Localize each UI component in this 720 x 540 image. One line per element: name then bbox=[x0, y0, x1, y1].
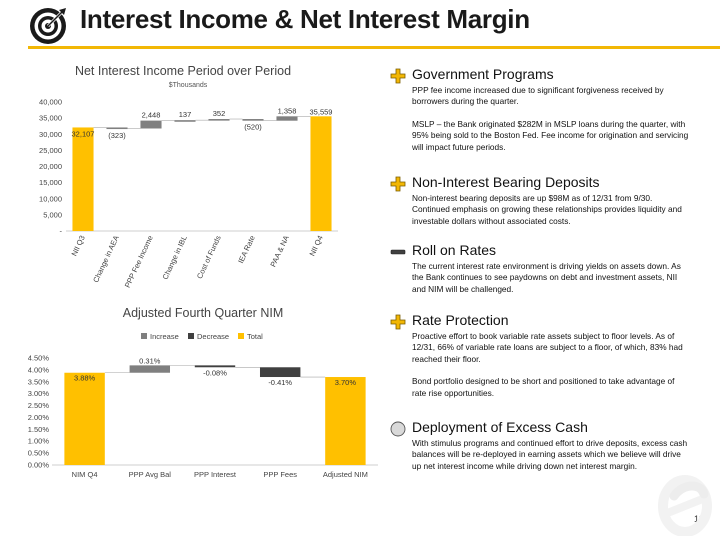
plus-icon bbox=[390, 314, 406, 330]
x-tick-label: Change in AEA bbox=[91, 234, 121, 284]
data-label: -0.41% bbox=[268, 378, 293, 388]
nii-waterfall-chart bbox=[28, 58, 348, 303]
target-logo-icon bbox=[28, 6, 68, 46]
bar bbox=[260, 367, 300, 377]
y-tick-label: 30,000 bbox=[39, 129, 62, 139]
bar bbox=[174, 120, 195, 122]
y-tick-label: 20,000 bbox=[39, 162, 62, 171]
y-tick-label: 4.00% bbox=[28, 365, 49, 375]
chart-title: Adjusted Fourth Quarter NIM bbox=[122, 306, 284, 320]
data-label: (323) bbox=[108, 131, 126, 141]
x-tick-label: PPP Fees bbox=[263, 470, 298, 479]
section-government-programs bbox=[390, 66, 690, 153]
x-tick-label: PPP Avg Bal bbox=[128, 470, 171, 479]
bar bbox=[325, 377, 365, 465]
bar bbox=[140, 121, 161, 129]
chart-title: Net Interest Income Period over Period bbox=[74, 64, 292, 78]
y-tick-label: - bbox=[59, 226, 62, 236]
chart-subtitle: $Thousands bbox=[168, 82, 208, 89]
x-tick-label: PPP Interest bbox=[194, 470, 236, 479]
legend-label: Total bbox=[247, 332, 263, 341]
data-label: 1,358 bbox=[277, 106, 297, 116]
x-tick-label: Change in IBL bbox=[160, 234, 189, 281]
data-label: 0.31% bbox=[139, 356, 161, 366]
section-body bbox=[412, 438, 690, 472]
section-title: Government Programs bbox=[412, 66, 554, 82]
bar bbox=[242, 119, 263, 121]
data-label: 352 bbox=[212, 109, 226, 119]
legend-label: Decrease bbox=[197, 332, 230, 341]
nim-waterfall-chart bbox=[28, 300, 386, 495]
y-tick-label: 2.50% bbox=[28, 401, 49, 411]
section-paragraph: The current interest rate environment is driving yields on assets down. As the Bank continues to see paydowns on debt and investment assets, NII and NIM will be challenged. bbox=[412, 261, 681, 294]
section-paragraph: PPP fee income increased due to significant forgiveness received by borrowers during the quarter. bbox=[412, 85, 664, 107]
bar bbox=[208, 119, 229, 121]
x-tick-label: IEA Rate bbox=[236, 234, 257, 265]
bar bbox=[276, 116, 297, 120]
x-tick-label: NIM Q4 bbox=[71, 470, 98, 479]
x-tick-label: NII Q4 bbox=[307, 234, 325, 258]
y-tick-label: 1.00% bbox=[28, 436, 49, 446]
y-tick-label: 5,000 bbox=[43, 210, 62, 220]
section-title: Rate Protection bbox=[412, 312, 509, 328]
y-tick-label: 0.50% bbox=[28, 448, 49, 458]
bar bbox=[310, 116, 331, 231]
y-tick-label: 1.50% bbox=[28, 424, 49, 434]
y-tick-label: 40,000 bbox=[39, 97, 62, 107]
data-label: 35,559 bbox=[309, 107, 333, 117]
x-tick-label: Adjusted NIM bbox=[322, 470, 368, 479]
y-tick-label: 4.50% bbox=[28, 353, 49, 363]
x-tick-label: PPP Fee Income bbox=[122, 234, 155, 290]
bar bbox=[106, 127, 127, 129]
data-label: 3.88% bbox=[73, 373, 96, 383]
circle-icon bbox=[390, 421, 406, 437]
section-paragraph: Non-interest bearing deposits are up $98M as of 12/31 from 9/30. Continued emphasis on growing these relationships provides liquidity and investable dollars without associated costs. bbox=[412, 193, 682, 226]
legend-swatch bbox=[238, 333, 244, 339]
y-tick-label: 2.00% bbox=[28, 412, 49, 422]
plus-icon bbox=[390, 68, 406, 84]
section-rate-protection bbox=[390, 312, 690, 399]
data-label: 2,448 bbox=[141, 110, 161, 120]
x-tick-label: Cost of Funds bbox=[194, 234, 223, 281]
section-paragraph: MSLP – the Bank originated $282M in MSLP loans during the quarter, with 95% being sold to the Boston Fed. Fee income for origination and servicing will impact future periods. bbox=[412, 118, 689, 152]
section-non-interest-bearing-deposits bbox=[390, 174, 690, 227]
y-tick-label: 35,000 bbox=[39, 113, 62, 123]
section-paragraph: With stimulus programs and continued effort to drive deposits, excess cash balances will be re-deployed in earning assets which we believe will drive up net interest income while driving down net interest margin. bbox=[412, 438, 688, 471]
y-tick-label: 0.00% bbox=[28, 460, 49, 470]
section-title: Roll on Rates bbox=[412, 242, 497, 258]
data-label: 3.70% bbox=[334, 378, 357, 388]
data-label: 137 bbox=[178, 110, 192, 120]
legend-swatch bbox=[141, 333, 147, 339]
section-paragraph: Bond portfolio designed to be short and positioned to take advantage of rate rise opportunities. bbox=[412, 376, 675, 398]
y-tick-label: 25,000 bbox=[39, 145, 62, 155]
section-body bbox=[412, 261, 690, 295]
section-deployment-of-excess-cash bbox=[390, 419, 690, 472]
y-tick-label: 15,000 bbox=[39, 178, 62, 188]
section-title: Deployment of Excess Cash bbox=[412, 419, 588, 435]
section-body bbox=[412, 193, 690, 227]
page-title: Interest Income & Net Interest Margin bbox=[80, 4, 530, 34]
y-tick-label: 3.00% bbox=[28, 389, 49, 399]
section-body bbox=[412, 331, 690, 399]
legend-label: Increase bbox=[150, 332, 179, 341]
x-tick-label: PAA & NA bbox=[268, 234, 291, 269]
minus-icon bbox=[390, 244, 406, 260]
data-label: -0.08% bbox=[203, 368, 227, 378]
brand-watermark-icon bbox=[654, 474, 712, 536]
title-underline bbox=[28, 46, 720, 49]
data-label: (520) bbox=[244, 122, 262, 132]
section-body bbox=[412, 85, 690, 153]
bar bbox=[72, 127, 93, 231]
x-tick-label: NII Q3 bbox=[69, 234, 87, 258]
section-paragraph: Proactive effort to book variable rate assets subject to floor levels. As of 12/31, 66% of variable rate loans are subject to a floor, of which, 83% had reached their floor. bbox=[412, 331, 683, 364]
data-label: 32,107 bbox=[71, 129, 95, 139]
plus-icon bbox=[390, 176, 406, 192]
bar bbox=[130, 365, 170, 372]
y-tick-label: 3.50% bbox=[28, 377, 49, 387]
legend-swatch bbox=[188, 333, 194, 339]
section-roll-on-rates bbox=[390, 242, 690, 295]
page-number: 18 bbox=[694, 514, 705, 524]
bar bbox=[195, 365, 235, 367]
y-tick-label: 10,000 bbox=[39, 194, 62, 204]
bar bbox=[64, 373, 104, 465]
section-title: Non-Interest Bearing Deposits bbox=[412, 174, 600, 190]
